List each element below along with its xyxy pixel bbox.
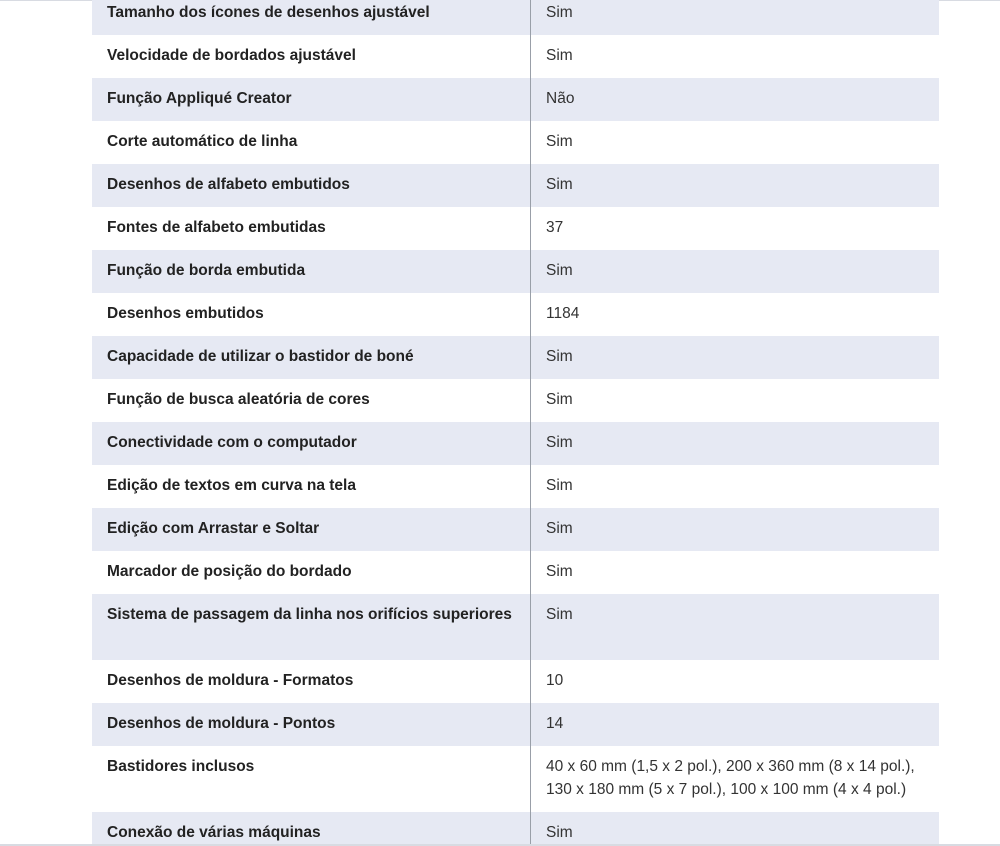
spec-value: Sim [531,812,940,846]
spec-value: Sim [531,121,940,164]
table-row [92,35,939,78]
spec-label: Função Appliqué Creator [92,78,531,121]
table-row [92,336,939,379]
spec-label: Função de borda embutida [92,250,531,293]
table-row [92,508,939,551]
spec-value: Sim [531,0,940,35]
spec-value: Sim [531,336,940,379]
spec-value: 14 [531,703,940,746]
table-row [92,379,939,422]
table-row [92,422,939,465]
spec-label: Desenhos de alfabeto embutidos [92,164,531,207]
spec-label: Marcador de posição do bordado [92,551,531,594]
spec-value: Sim [531,35,940,78]
spec-label: Velocidade de bordados ajustável [92,35,531,78]
table-row [92,78,939,121]
table-row [92,0,939,35]
spec-value: Sim [531,465,940,508]
table-row [92,551,939,594]
spec-label: Conectividade com o computador [92,422,531,465]
spec-value: 10 [531,660,940,703]
table-row [92,746,939,812]
spec-label: Fontes de alfabeto embutidas [92,207,531,250]
spec-value: Sim [531,551,940,594]
table-row [92,293,939,336]
spec-value: 40 x 60 mm (1,5 x 2 pol.), 200 x 360 mm (8 x 14 pol.), 130 x 180 mm (5 x 7 pol.), 100 x 100 mm (4 x 4 pol.) [531,746,940,812]
spec-value: Sim [531,422,940,465]
spec-value: Não [531,78,940,121]
table-row [92,207,939,250]
table-row [92,594,939,660]
spec-label: Desenhos de moldura - Formatos [92,660,531,703]
spec-label: Capacidade de utilizar o bastidor de boné [92,336,531,379]
spec-value: 37 [531,207,940,250]
spec-label: Tamanho dos ícones de desenhos ajustável [92,0,531,35]
table-row [92,164,939,207]
spec-label: Conexão de várias máquinas [92,812,531,846]
spec-label: Desenhos de moldura - Pontos [92,703,531,746]
spec-value: Sim [531,379,940,422]
spec-value: Sim [531,164,940,207]
spec-label: Função de busca aleatória de cores [92,379,531,422]
spec-value: Sim [531,594,940,660]
table-row [92,121,939,164]
spec-value: Sim [531,250,940,293]
table-row [92,250,939,293]
table-row [92,465,939,508]
table-row [92,812,939,846]
table-row [92,703,939,746]
spec-label: Edição de textos em curva na tela [92,465,531,508]
spec-value: 1184 [531,293,940,336]
spec-label: Sistema de passagem da linha nos orifícios superiores [92,594,531,660]
table-row [92,660,939,703]
spec-label: Desenhos embutidos [92,293,531,336]
specifications-table [92,0,939,846]
spec-label: Corte automático de linha [92,121,531,164]
spec-value: Sim [531,508,940,551]
spec-label: Bastidores inclusos [92,746,531,812]
spec-label: Edição com Arrastar e Soltar [92,508,531,551]
